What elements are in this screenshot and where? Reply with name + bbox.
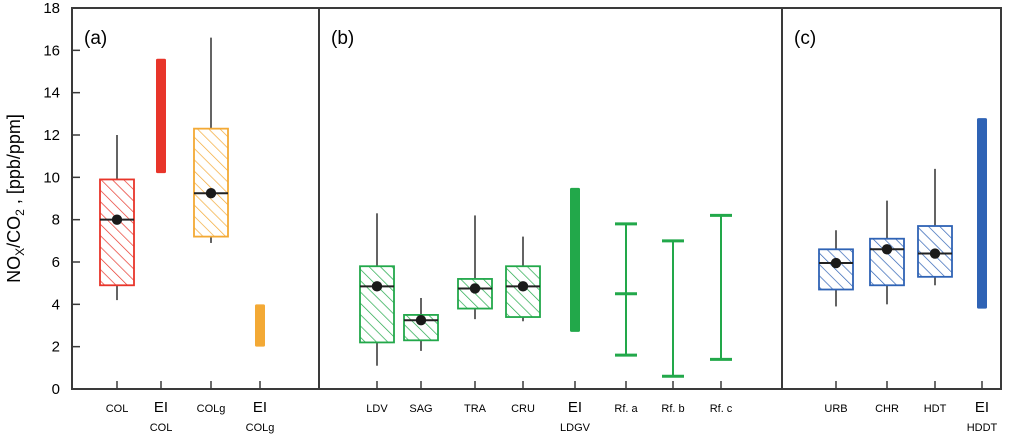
mean-point (372, 281, 382, 291)
y-tick-label: 18 (43, 0, 60, 17)
emission-inventory-bar (570, 188, 580, 332)
x-category-label: CHR (875, 403, 899, 415)
y-axis-title-part: /CO (4, 215, 24, 248)
mean-point (470, 283, 480, 293)
x-category-label: Rf. b (661, 403, 685, 415)
box-colg (194, 129, 228, 237)
x-category-label: EI (974, 399, 990, 416)
x-category-sublabel: HDDT (966, 422, 998, 434)
box-cru (506, 266, 540, 317)
mean-point (831, 258, 841, 268)
y-tick-label: 6 (51, 254, 60, 271)
x-category-sublabel: COL (149, 422, 173, 434)
y-axis-title-subscript: X (13, 247, 27, 256)
x-category-sublabel: COLg (245, 422, 275, 434)
y-axis-title-subscript: 2 (13, 209, 27, 216)
x-category-label: EI (153, 399, 169, 416)
x-category-label: COL (105, 403, 129, 415)
y-tick-label: 14 (43, 84, 60, 102)
y-axis-title-part: , [ppb/ppm] (4, 114, 24, 210)
x-category-label: Rf. a (614, 403, 638, 415)
y-tick-label: 2 (51, 338, 60, 356)
mean-point (518, 281, 528, 291)
y-tick-label: 0 (51, 381, 60, 398)
x-category-label: Rf. c (709, 403, 733, 415)
y-tick-label: 16 (43, 42, 60, 60)
y-tick-label: 12 (43, 127, 60, 144)
x-category-label: HDT (923, 403, 947, 415)
mean-point (882, 244, 892, 254)
box-urb (819, 249, 853, 289)
emission-inventory-bar (156, 59, 166, 173)
panel-label: (b) (331, 28, 355, 49)
x-category-label: CRU (511, 403, 535, 415)
panel-label: (a) (84, 28, 108, 49)
mean-point (206, 188, 216, 198)
emission-inventory-bar (255, 304, 265, 346)
mean-point (930, 248, 940, 258)
panel-frame-3 (782, 8, 1001, 389)
mean-point (416, 315, 426, 325)
x-category-label: TRA (464, 403, 486, 415)
x-category-sublabel: LDGV (560, 422, 590, 434)
x-category-label: SAG (409, 403, 433, 415)
box-ldv (360, 266, 394, 342)
y-tick-label: 8 (51, 211, 60, 229)
x-category-label: URB (824, 403, 848, 415)
mean-point (112, 214, 122, 224)
y-tick-label: 4 (51, 296, 60, 314)
y-axis-title (4, 114, 27, 283)
emission-inventory-bar (977, 118, 987, 308)
panel-label: (c) (794, 28, 817, 49)
x-category-label: EI (567, 399, 583, 416)
x-category-label: EI (252, 399, 268, 416)
box-col (100, 179, 134, 285)
x-category-label: LDV (366, 403, 388, 415)
y-tick-label: 10 (43, 169, 60, 187)
x-category-label: COLg (196, 403, 226, 415)
y-axis-title-part: NO (4, 255, 24, 283)
